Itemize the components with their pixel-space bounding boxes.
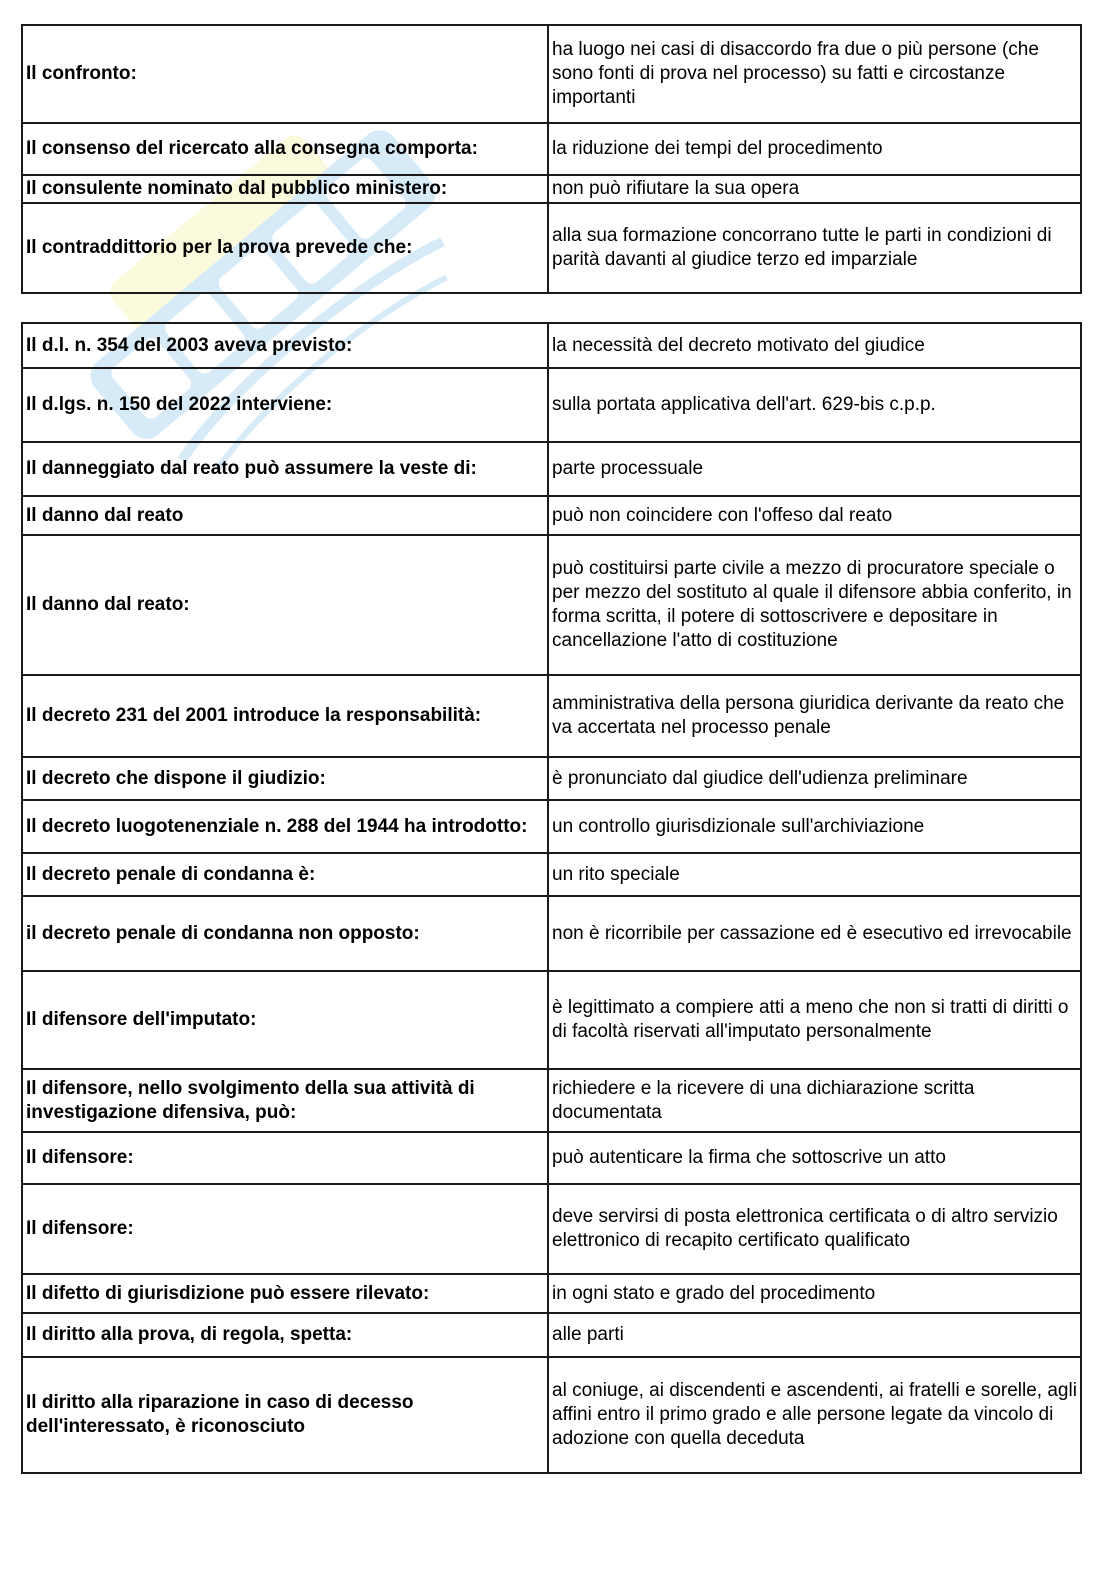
answer-cell: al coniuge, ai discendenti e ascendenti, ai fratelli e sorelle, agli affini entro il primo grado e alle persone legate da vincolo di adozione con quella deceduta xyxy=(548,1357,1081,1473)
question-cell: Il decreto che dispone il giudizio: xyxy=(22,757,548,800)
answer-cell: è pronunciato dal giudice dell'udienza preliminare xyxy=(548,757,1081,800)
table-row xyxy=(22,1184,1081,1274)
table-row xyxy=(22,675,1081,757)
table-row xyxy=(22,1274,1081,1313)
answer-cell: la riduzione dei tempi del procedimento xyxy=(548,123,1081,175)
answer-cell: non è ricorribile per cassazione ed è esecutivo ed irrevocabile xyxy=(548,896,1081,971)
question-cell: Il danno dal reato xyxy=(22,496,548,535)
question-cell: Il consenso del ricercato alla consegna comporta: xyxy=(22,123,548,175)
answer-cell: la necessità del decreto motivato del giudice xyxy=(548,323,1081,368)
question-cell: Il contraddittorio per la prova prevede che: xyxy=(22,203,548,293)
question-cell: il decreto penale di condanna non opposto: xyxy=(22,896,548,971)
table-row xyxy=(22,368,1081,442)
question-cell: Il danneggiato dal reato può assumere la veste di: xyxy=(22,442,548,496)
question-cell: Il consulente nominato dal pubblico ministero: xyxy=(22,175,548,203)
question-cell: Il difetto di giurisdizione può essere rilevato: xyxy=(22,1274,548,1313)
answer-cell: è legittimato a compiere atti a meno che non si tratti di diritti o di facoltà riservati all'imputato personalmente xyxy=(548,971,1081,1069)
table-row xyxy=(22,896,1081,971)
qa-table-2 xyxy=(21,322,1082,1474)
table-row xyxy=(22,535,1081,675)
answer-cell: può non coincidere con l'offeso dal reato xyxy=(548,496,1081,535)
answer-cell: non può rifiutare la sua opera xyxy=(548,175,1081,203)
qa-table-1 xyxy=(21,24,1082,294)
question-cell: Il difensore: xyxy=(22,1184,548,1274)
table-row xyxy=(22,853,1081,896)
table-row xyxy=(22,1132,1081,1184)
answer-cell: parte processuale xyxy=(548,442,1081,496)
answer-cell: può costituirsi parte civile a mezzo di procuratore speciale o per mezzo del sostituto al quale il difensore abbia conferito, in forma scritta, il potere di sottoscrivere e depositare in cancellazione l'atto di costituzione xyxy=(548,535,1081,675)
answer-cell: deve servirsi di posta elettronica certificata o di altro servizio elettronico di recapito certificato qualificato xyxy=(548,1184,1081,1274)
table-row xyxy=(22,1357,1081,1473)
table-row xyxy=(22,800,1081,853)
question-cell: Il diritto alla riparazione in caso di decesso dell'interessato, è riconosciuto xyxy=(22,1357,548,1473)
answer-cell: un rito speciale xyxy=(548,853,1081,896)
table-row xyxy=(22,123,1081,175)
question-cell: Il d.l. n. 354 del 2003 aveva previsto: xyxy=(22,323,548,368)
question-cell: Il confronto: xyxy=(22,25,548,123)
table-row xyxy=(22,971,1081,1069)
question-cell: Il danno dal reato: xyxy=(22,535,548,675)
table-row xyxy=(22,442,1081,496)
answer-cell: in ogni stato e grado del procedimento xyxy=(548,1274,1081,1313)
table-row xyxy=(22,1313,1081,1357)
answer-cell: sulla portata applicativa dell'art. 629-bis c.p.p. xyxy=(548,368,1081,442)
question-cell: Il d.lgs. n. 150 del 2022 interviene: xyxy=(22,368,548,442)
question-cell: Il difensore: xyxy=(22,1132,548,1184)
answer-cell: ha luogo nei casi di disaccordo fra due o più persone (che sono fonti di prova nel processo) su fatti e circostanze importanti xyxy=(548,25,1081,123)
table-row xyxy=(22,203,1081,293)
question-cell: Il decreto luogotenenziale n. 288 del 1944 ha introdotto: xyxy=(22,800,548,853)
answer-cell: amministrativa della persona giuridica derivante da reato che va accertata nel processo penale xyxy=(548,675,1081,757)
question-cell: Il decreto 231 del 2001 introduce la responsabilità: xyxy=(22,675,548,757)
answer-cell: alle parti xyxy=(548,1313,1081,1357)
answer-cell: un controllo giurisdizionale sull'archiviazione xyxy=(548,800,1081,853)
table-row xyxy=(22,1069,1081,1132)
table-row xyxy=(22,757,1081,800)
question-cell: Il difensore, nello svolgimento della sua attività di investigazione difensiva, può: xyxy=(22,1069,548,1132)
answer-cell: può autenticare la firma che sottoscrive un atto xyxy=(548,1132,1081,1184)
answer-cell: alla sua formazione concorrano tutte le parti in condizioni di parità davanti al giudice terzo ed imparziale xyxy=(548,203,1081,293)
table-row xyxy=(22,496,1081,535)
table-row xyxy=(22,25,1081,123)
question-cell: Il diritto alla prova, di regola, spetta: xyxy=(22,1313,548,1357)
table-row xyxy=(22,323,1081,368)
table-row xyxy=(22,175,1081,203)
question-cell: Il difensore dell'imputato: xyxy=(22,971,548,1069)
answer-cell: richiedere e la ricevere di una dichiarazione scritta documentata xyxy=(548,1069,1081,1132)
question-cell: Il decreto penale di condanna è: xyxy=(22,853,548,896)
